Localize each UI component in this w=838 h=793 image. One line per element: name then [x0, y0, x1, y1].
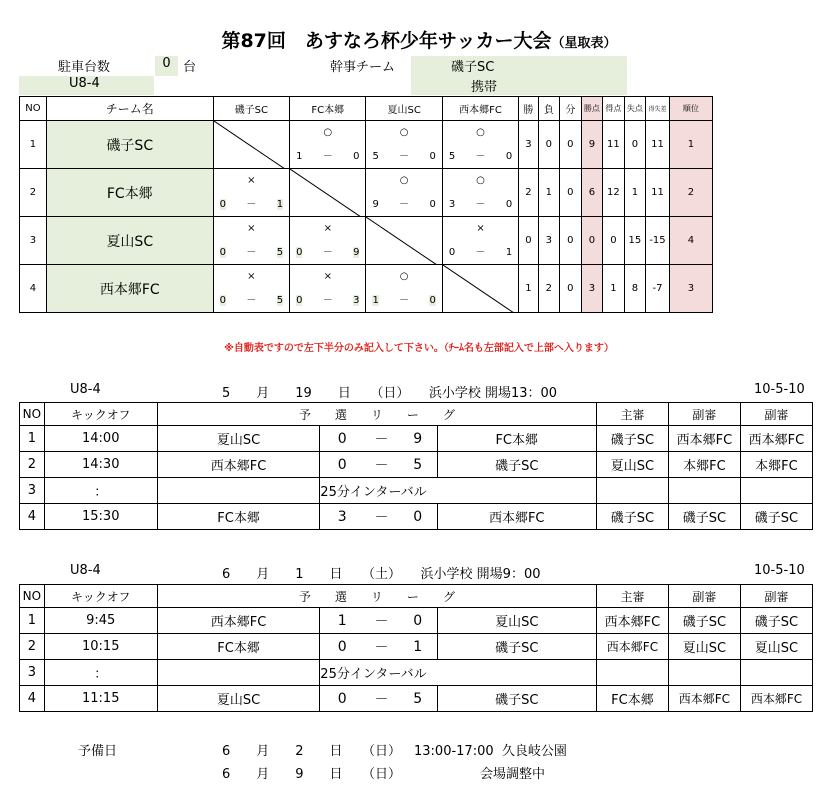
kickoff-time: ：: [44, 478, 157, 504]
score-dash: －: [399, 295, 410, 306]
schedule-header-row: [20, 585, 813, 608]
result-cell: [290, 265, 366, 313]
interval-row: [20, 660, 813, 686]
result-mark: ×: [323, 223, 332, 234]
assistant-1: 西本郷FC: [668, 686, 740, 712]
header-referee: 主審: [596, 585, 668, 608]
match-row: [20, 634, 813, 660]
parking-count: 0: [155, 56, 178, 76]
match-row: [20, 504, 813, 530]
row-no: 1: [20, 121, 47, 169]
schedule-2-date: 6 月 1 日 （土） 浜小学校 開場9：00: [222, 567, 541, 582]
score-against: 3: [353, 295, 360, 306]
assistant-1: 西本郷FC: [668, 426, 740, 452]
result-mark: ○: [399, 175, 409, 186]
stat-goals-for: 1: [603, 265, 625, 313]
kickoff-time: 9:45: [44, 608, 157, 634]
score-dash: －: [246, 295, 257, 306]
away-score: 0: [399, 504, 437, 530]
header-team-1: 磯子SC: [213, 97, 289, 121]
carry-label: 携帯: [471, 80, 498, 95]
result-mark: ○: [323, 127, 333, 138]
match-row: [20, 426, 813, 452]
stat-wins: 1: [519, 265, 538, 313]
score-dash: －: [475, 151, 486, 162]
assistant-1: 夏山SC: [668, 634, 740, 660]
home-score: 3: [320, 504, 364, 530]
self-match-cell: [442, 265, 518, 313]
score-for: 0: [296, 247, 303, 258]
stat-rank: 3: [669, 265, 712, 313]
header-no: NO: [20, 97, 47, 121]
result-mark: ○: [476, 175, 485, 186]
referee: 磯子SC: [596, 504, 668, 530]
match-no: 3: [20, 478, 45, 504]
header-losses: 負: [538, 97, 560, 121]
row-team: FC本郷: [46, 169, 213, 217]
match-no: 2: [20, 634, 45, 660]
row-no: 4: [20, 265, 47, 313]
schedule-2-division: U8-4: [70, 563, 101, 578]
assistant-1: 磯子SC: [668, 608, 740, 634]
home-team: 西本郷FC: [157, 608, 320, 634]
header-team-2: FC本郷: [290, 97, 366, 121]
assistant-2: 本郷FC: [740, 452, 812, 478]
score-against: 0: [429, 199, 436, 210]
score-for: 0: [296, 295, 303, 306]
kickoff-time: ：: [44, 660, 157, 686]
header-assistant-1: 副審: [668, 585, 740, 608]
stat-draws: 0: [560, 217, 582, 265]
row-no: 2: [20, 169, 47, 217]
league-row: [20, 265, 713, 313]
away-team: FC本郷: [437, 426, 596, 452]
result-cell: [442, 169, 518, 217]
league-row: [20, 217, 713, 265]
stat-goal-diff: 11: [646, 121, 670, 169]
stat-wins: 0: [519, 217, 538, 265]
stat-rank: 2: [669, 169, 712, 217]
header-points: 勝点: [581, 97, 603, 121]
home-team: 西本郷FC: [157, 452, 320, 478]
organizer-box: [411, 56, 627, 76]
header-assistant-1: 副審: [668, 403, 740, 426]
home-team: FC本郷: [157, 504, 320, 530]
result-mark: ×: [247, 175, 256, 186]
score-against: 5: [276, 295, 284, 306]
header-team: チーム名: [46, 97, 213, 121]
referee: 磯子SC: [596, 426, 668, 452]
away-team: 磯子SC: [437, 634, 596, 660]
match-row: [20, 686, 813, 712]
stat-points: 6: [581, 169, 603, 217]
header-kickoff: キックオフ: [44, 585, 157, 608]
home-team: 夏山SC: [157, 426, 320, 452]
score-dash: －: [475, 199, 486, 210]
row-team: 夏山SC: [46, 217, 213, 265]
assistant-2: 西本郷FC: [740, 426, 812, 452]
stat-losses: 0: [538, 121, 560, 169]
league-table: [19, 96, 713, 313]
assistant-1: 磯子SC: [668, 504, 740, 530]
score-for: 0: [219, 295, 227, 306]
stat-goals-against: 15: [624, 217, 646, 265]
header-assistant-2: 副審: [740, 585, 812, 608]
stat-wins: 3: [519, 121, 538, 169]
schedule-2-table: [19, 584, 813, 712]
kickoff-time: 15:30: [44, 504, 157, 530]
stat-goals-against: 1: [624, 169, 646, 217]
score-dash: －: [322, 151, 333, 162]
away-score: 9: [399, 426, 437, 452]
header-league: 予 選 リ ー グ: [157, 585, 596, 608]
score-against: 9: [353, 247, 360, 258]
self-match-cell: [290, 169, 366, 217]
score-against: 0: [505, 151, 513, 162]
score-for: 0: [219, 199, 227, 210]
diagonal-line: [214, 121, 285, 169]
title-sub: （星取表）: [551, 36, 617, 51]
match-row: [20, 452, 813, 478]
stat-draws: 0: [560, 265, 582, 313]
interval-row: [20, 478, 813, 504]
away-score: 5: [399, 686, 437, 712]
score-dash: －: [364, 686, 399, 712]
header-wins: 勝: [519, 97, 538, 121]
diagonal-line: [366, 217, 437, 265]
stat-losses: 2: [538, 265, 560, 313]
reserve-info: 会場調整中: [480, 767, 546, 782]
self-match-cell: [213, 121, 289, 169]
result-mark: ×: [247, 271, 256, 282]
score-for: 0: [219, 247, 227, 258]
away-score: 1: [399, 634, 437, 660]
referee: 西本郷FC: [596, 634, 668, 660]
schedule-2-code: 10-5-10: [754, 563, 805, 578]
kickoff-time: 11:15: [44, 686, 157, 712]
division-label: U8-4: [19, 76, 154, 95]
stat-goal-diff: -7: [646, 265, 670, 313]
stat-goal-diff: 11: [646, 169, 670, 217]
stat-points: 9: [581, 121, 603, 169]
schedule-1-code: 10-5-10: [754, 382, 805, 397]
match-no: 4: [20, 686, 45, 712]
stat-draws: 0: [560, 121, 582, 169]
header-draws: 分: [560, 97, 582, 121]
diagonal-line: [443, 265, 514, 313]
result-mark: ×: [476, 223, 485, 234]
row-team: 西本郷FC: [46, 265, 213, 313]
referee: 西本郷FC: [596, 608, 668, 634]
home-score: 0: [320, 686, 364, 712]
score-for: 5: [372, 151, 379, 162]
header-no: NO: [20, 585, 45, 608]
home-team: FC本郷: [157, 634, 320, 660]
score-against: 0: [353, 151, 360, 162]
diagonal-line: [290, 169, 361, 217]
match-no: 1: [20, 608, 45, 634]
result-cell: [366, 265, 442, 313]
parking-label: 駐車台数: [58, 60, 111, 75]
interval-label: 25分インターバル: [320, 478, 597, 504]
match-no: 4: [20, 504, 45, 530]
score-dash: －: [364, 426, 399, 452]
header-no: NO: [20, 403, 45, 426]
header-goals-against: 失点: [624, 97, 646, 121]
score-dash: －: [399, 199, 410, 210]
header-league: 予 選 リ ー グ: [157, 403, 596, 426]
away-team: 夏山SC: [437, 608, 596, 634]
score-dash: －: [475, 247, 486, 258]
away-team: 磯子SC: [437, 452, 596, 478]
schedule-1-date: 5 月 19 日 （日） 浜小学校 開場13：00: [222, 386, 558, 401]
league-header-row: [20, 97, 713, 121]
schedule-header-row: [20, 403, 813, 426]
reserve-date: 6 月 9 日 （日）: [222, 767, 402, 782]
schedule-1-division: U8-4: [70, 382, 101, 397]
parking-unit: 台: [183, 60, 197, 75]
match-no: 3: [20, 660, 45, 686]
stat-goals-for: 0: [603, 217, 625, 265]
stat-rank: 4: [669, 217, 712, 265]
score-dash: －: [364, 608, 399, 634]
match-no: 1: [20, 426, 45, 452]
score-dash: －: [364, 634, 399, 660]
organizer-team: 磯子SC: [451, 60, 495, 75]
score-for: 1: [296, 151, 303, 162]
away-team: 西本郷FC: [437, 504, 596, 530]
match-row: [20, 608, 813, 634]
interval-label: 25分インターバル: [320, 660, 597, 686]
score-against: 1: [505, 247, 513, 258]
result-cell: [213, 217, 289, 265]
home-score: 1: [320, 608, 364, 634]
header-assistant-2: 副審: [740, 403, 812, 426]
result-cell: [366, 169, 442, 217]
score-against: 5: [276, 247, 284, 258]
page-title: [0, 26, 838, 53]
score-dash: －: [322, 295, 333, 306]
home-team: 夏山SC: [157, 686, 320, 712]
assistant-2: 磯子SC: [740, 504, 812, 530]
stat-goals-for: 11: [603, 121, 625, 169]
score-dash: －: [399, 151, 410, 162]
stat-losses: 3: [538, 217, 560, 265]
schedule-1-table: [19, 402, 813, 530]
stat-draws: 0: [560, 169, 582, 217]
kickoff-time: 10:15: [44, 634, 157, 660]
score-for: 1: [372, 295, 379, 306]
title-main: 第87回 あすなろ杯少年サッカー大会: [221, 30, 552, 52]
stat-goals-for: 12: [603, 169, 625, 217]
header-goals-for: 得点: [603, 97, 625, 121]
result-mark: ×: [323, 271, 332, 282]
score-for: 0: [448, 247, 456, 258]
result-mark: ○: [399, 127, 409, 138]
away-score: 0: [399, 608, 437, 634]
score-dash: －: [364, 452, 399, 478]
result-mark: ○: [476, 127, 485, 138]
referee: 夏山SC: [596, 452, 668, 478]
score-against: 1: [276, 199, 284, 210]
score-dash: －: [246, 247, 257, 258]
stat-points: 3: [581, 265, 603, 313]
stat-goals-against: 8: [624, 265, 646, 313]
away-score: 5: [399, 452, 437, 478]
referee: FC本郷: [596, 686, 668, 712]
league-row: [20, 121, 713, 169]
score-for: 5: [448, 151, 456, 162]
score-dash: －: [246, 199, 257, 210]
result-cell: [442, 217, 518, 265]
reserve-info: 13:00-17:00 久良岐公園: [414, 744, 567, 759]
score-for: 3: [448, 199, 456, 210]
organizer-label: 幹事チーム: [330, 60, 396, 75]
result-cell: [290, 121, 366, 169]
result-mark: ○: [399, 271, 409, 282]
header-kickoff: キックオフ: [44, 403, 157, 426]
score-against: 0: [505, 199, 513, 210]
result-cell: [366, 121, 442, 169]
score-against: 0: [429, 151, 436, 162]
kickoff-time: 14:00: [44, 426, 157, 452]
assistant-2: 夏山SC: [740, 634, 812, 660]
score-against: 0: [429, 295, 436, 306]
score-for: 9: [372, 199, 379, 210]
header-rank: 順位: [669, 97, 712, 121]
stat-losses: 1: [538, 169, 560, 217]
assistant-1: 本郷FC: [668, 452, 740, 478]
stat-wins: 2: [519, 169, 538, 217]
stat-goal-diff: -15: [646, 217, 670, 265]
result-mark: ×: [247, 223, 256, 234]
score-dash: －: [322, 247, 333, 258]
stat-rank: 1: [669, 121, 712, 169]
stat-goals-against: 0: [624, 121, 646, 169]
kickoff-time: 14:30: [44, 452, 157, 478]
home-score: 0: [320, 452, 364, 478]
instruction-note: ※自動表ですので左下半分のみ記入して下さい。（ﾁｰﾑ名も左部記入で上部へ入ります）: [224, 343, 614, 354]
score-dash: －: [364, 504, 399, 530]
league-row: [20, 169, 713, 217]
result-cell: [213, 169, 289, 217]
stat-points: 0: [581, 217, 603, 265]
result-cell: [290, 217, 366, 265]
header-team-4: 西本郷FC: [442, 97, 518, 121]
header-team-3: 夏山SC: [366, 97, 442, 121]
assistant-2: 磯子SC: [740, 608, 812, 634]
home-score: 0: [320, 426, 364, 452]
header-referee: 主審: [596, 403, 668, 426]
carry-box: [411, 76, 627, 95]
reserve-date: 6 月 2 日 （日）: [222, 744, 402, 759]
header-goal-diff: 得失差: [646, 97, 670, 121]
reserve-label: 予備日: [78, 744, 118, 759]
result-cell: [213, 265, 289, 313]
home-score: 0: [320, 634, 364, 660]
row-team: 磯子SC: [46, 121, 213, 169]
result-cell: [442, 121, 518, 169]
away-team: 磯子SC: [437, 686, 596, 712]
self-match-cell: [366, 217, 442, 265]
assistant-2: 西本郷FC: [740, 686, 812, 712]
match-no: 2: [20, 452, 45, 478]
row-no: 3: [20, 217, 47, 265]
